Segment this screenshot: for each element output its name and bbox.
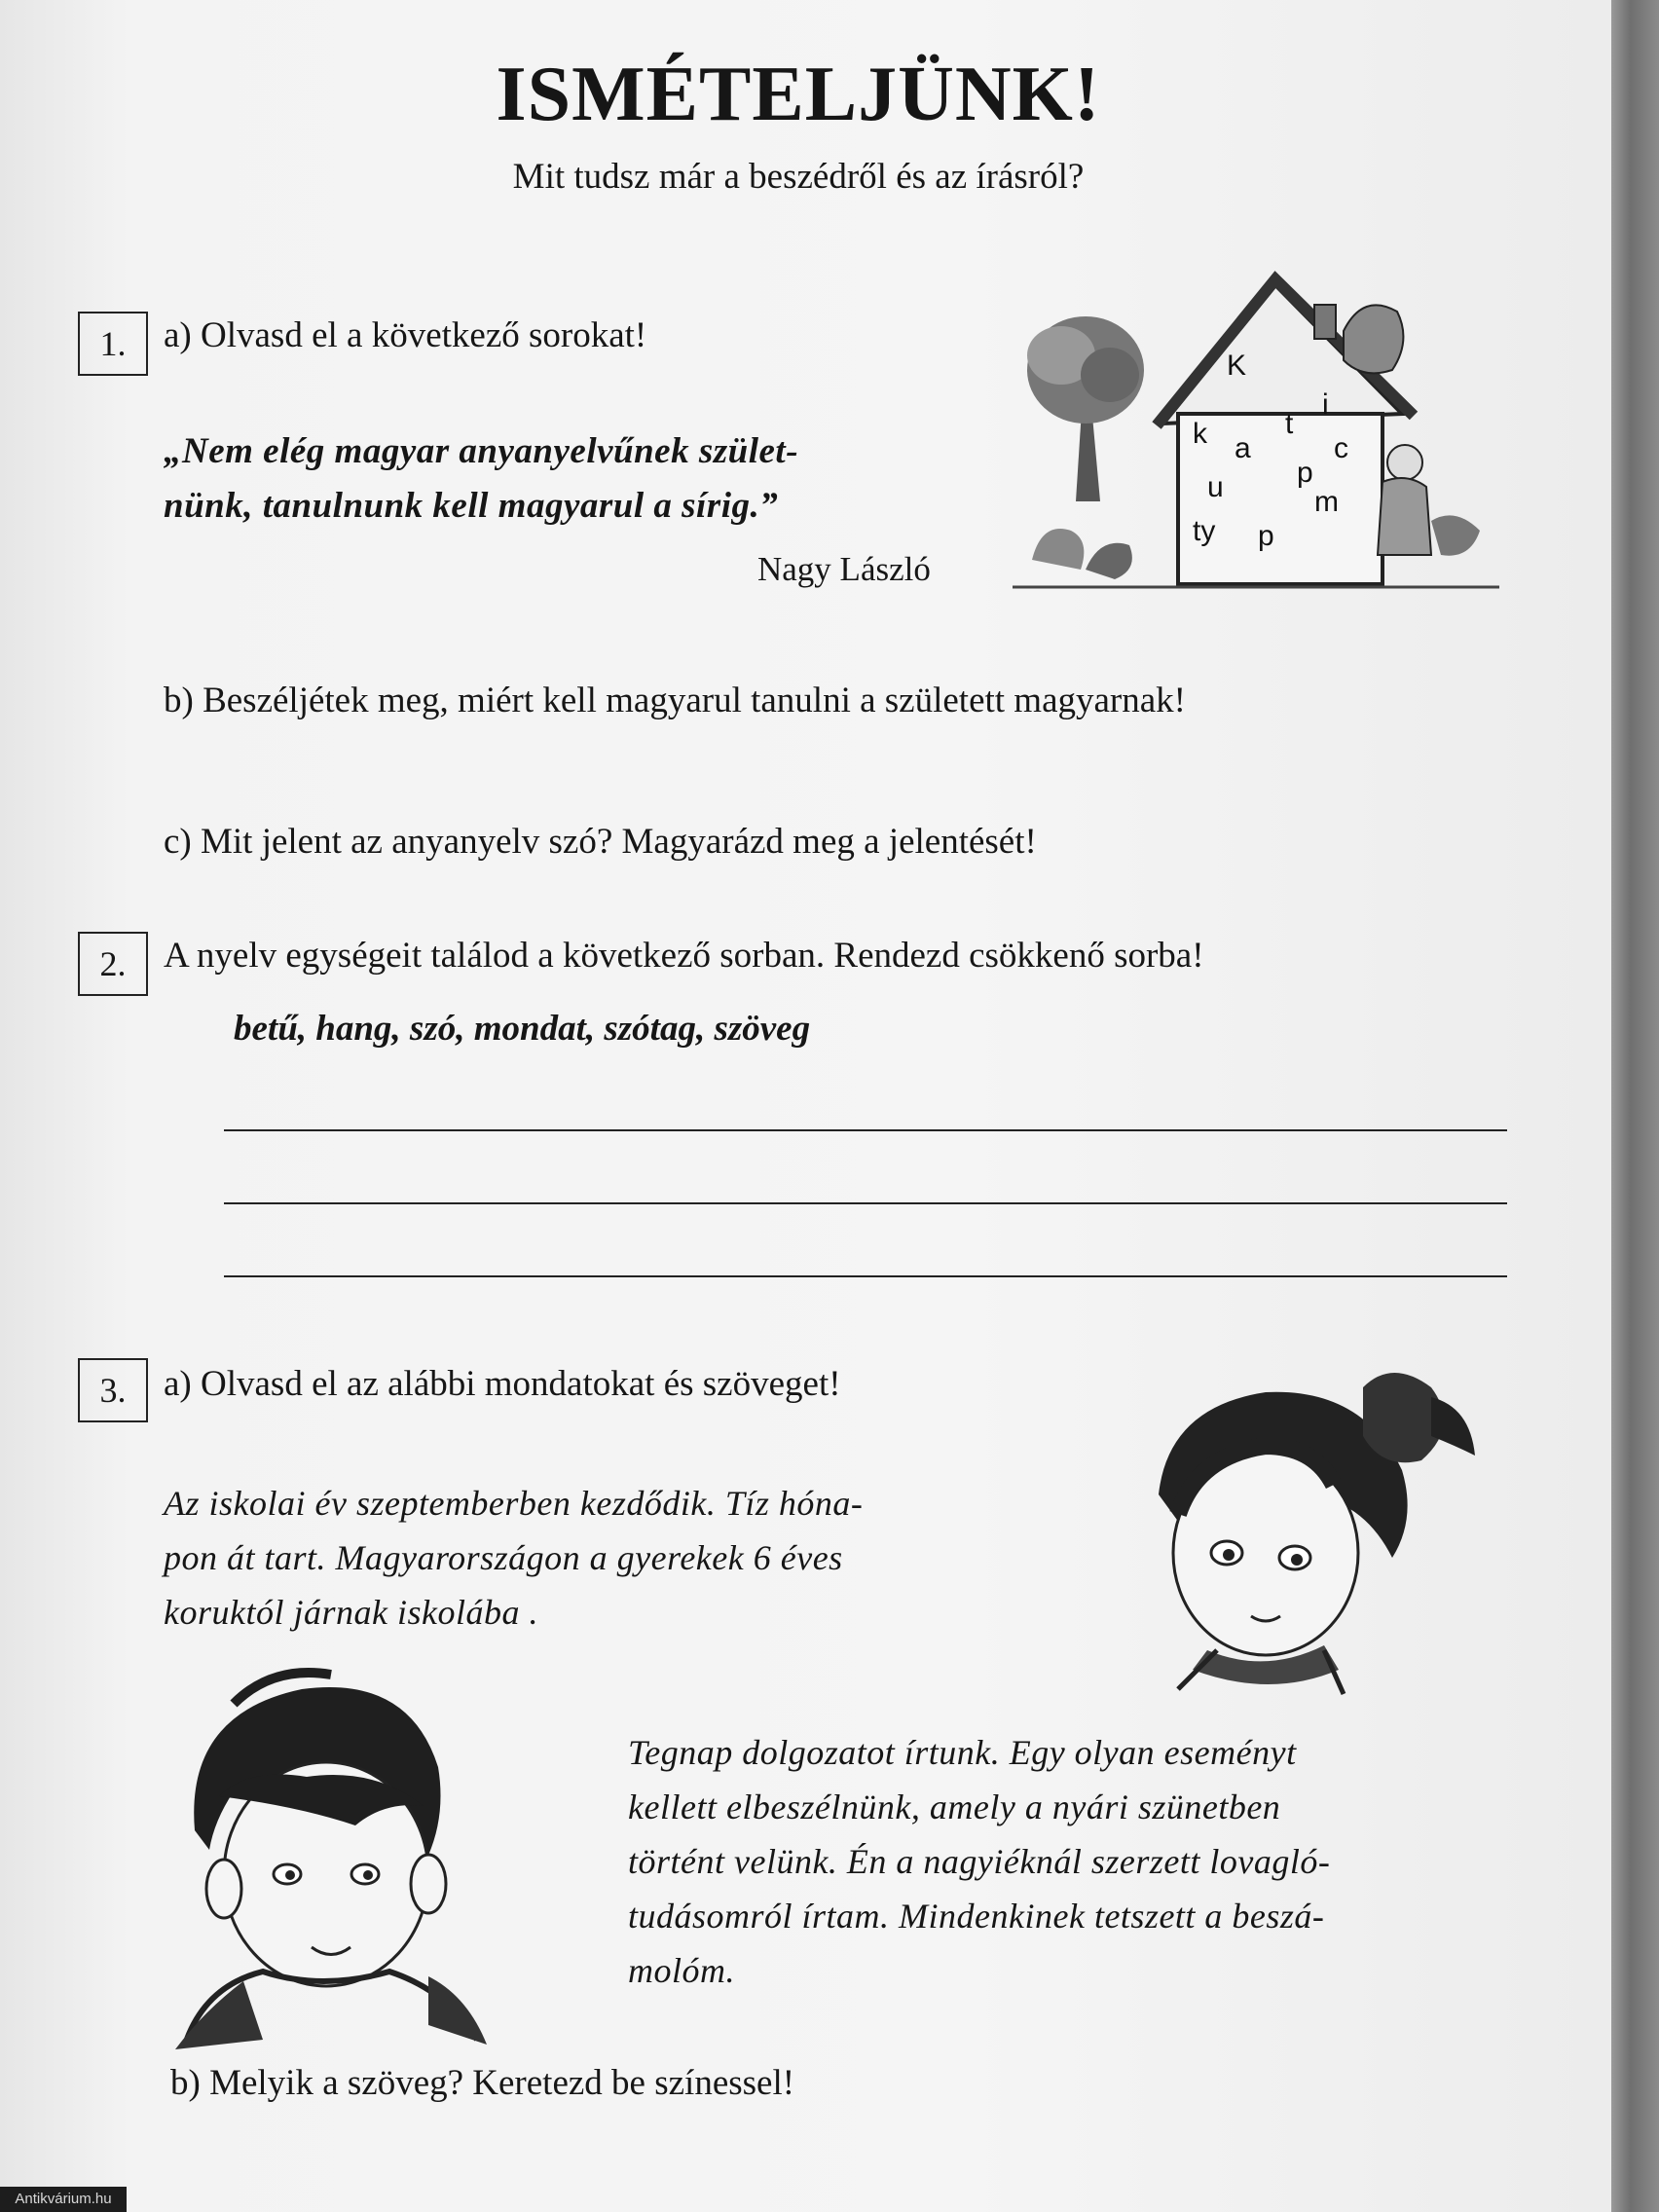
quote-line-1: „Nem elég magyar anyanyelvűnek szület- [164, 431, 799, 471]
house-letter: ty [1193, 515, 1216, 547]
boy-illustration [166, 1665, 516, 2054]
house-letter: i [1322, 388, 1329, 421]
house-letter: m [1314, 486, 1339, 518]
house-letter: p [1297, 457, 1313, 489]
task1-b-instruction: b) Beszéljétek meg, miért kell magyarul tanulni a született magyarnak! [164, 681, 1187, 720]
task2-instruction: A nyelv egységeit találod a következő sorban. Rendezd csökkenő sorba! [164, 936, 1204, 976]
answer-line[interactable] [224, 1129, 1507, 1131]
watermark-label: Antikvárium.hu [0, 2187, 127, 2212]
quote-line-2: nünk, tanulnunk kell magyarul a sírig.” [164, 486, 779, 526]
house-letter: c [1334, 432, 1348, 464]
sentence-line: Az iskolai év szeptemberben kezdődik. Tíz hóna- [164, 1484, 864, 1523]
task-number-1: 1. [78, 312, 148, 376]
text-line: Tegnap dolgozatot írtunk. Egy olyan eseményt [628, 1733, 1297, 1772]
task1-quote [164, 424, 798, 534]
task-number-3: 3. [78, 1358, 148, 1422]
task3-b-instruction: b) Melyik a szöveg? Keretezd be színessel! [170, 2063, 795, 2103]
house-letter: p [1258, 520, 1274, 552]
page-subtitle: Mit tudsz már a beszédről és az írásról? [512, 157, 1085, 197]
text-line: kellett elbeszélnünk, amely a nyári szünetben [628, 1788, 1281, 1826]
page-title: ISMÉTELJÜNK! [496, 52, 1101, 137]
text-line: molóm. [628, 1951, 735, 1990]
task-number-2: 2. [78, 932, 148, 996]
task2-word-list: betű, hang, szó, mondat, szótag, szöveg [234, 1009, 811, 1049]
text-line: tudásomról írtam. Mindenkinek tetszett a beszá- [628, 1897, 1325, 1936]
girl-illustration [1120, 1358, 1480, 1714]
house-illustration [993, 277, 1519, 594]
sentence-line: pon át tart. Magyarországon a gyerekek 6 éves [164, 1538, 843, 1577]
task1-c-instruction: c) Mit jelent az anyanyelv szó? Magyarázd meg a jelentését! [164, 822, 1037, 862]
task1-a-instruction: a) Olvasd el a következő sorokat! [164, 315, 647, 355]
house-letter: k [1193, 418, 1207, 450]
task3-sentences [164, 1476, 863, 1640]
page-edge-shadow [1611, 0, 1659, 2212]
quote-author: Nagy László [757, 550, 931, 588]
task3-text [628, 1725, 1330, 1998]
answer-line[interactable] [224, 1275, 1507, 1277]
task3-a-instruction: a) Olvasd el az alábbi mondatokat és szöveget! [164, 1364, 841, 1404]
sentence-line: koruktól járnak iskolába . [164, 1593, 538, 1632]
house-letter: t [1285, 408, 1294, 440]
text-line: történt velünk. Én a nagyiéknál szerzett lovagló- [628, 1842, 1331, 1881]
house-letter: a [1235, 432, 1251, 464]
answer-line[interactable] [224, 1202, 1507, 1204]
house-letter: u [1207, 471, 1224, 503]
house-letter: K [1227, 350, 1247, 382]
